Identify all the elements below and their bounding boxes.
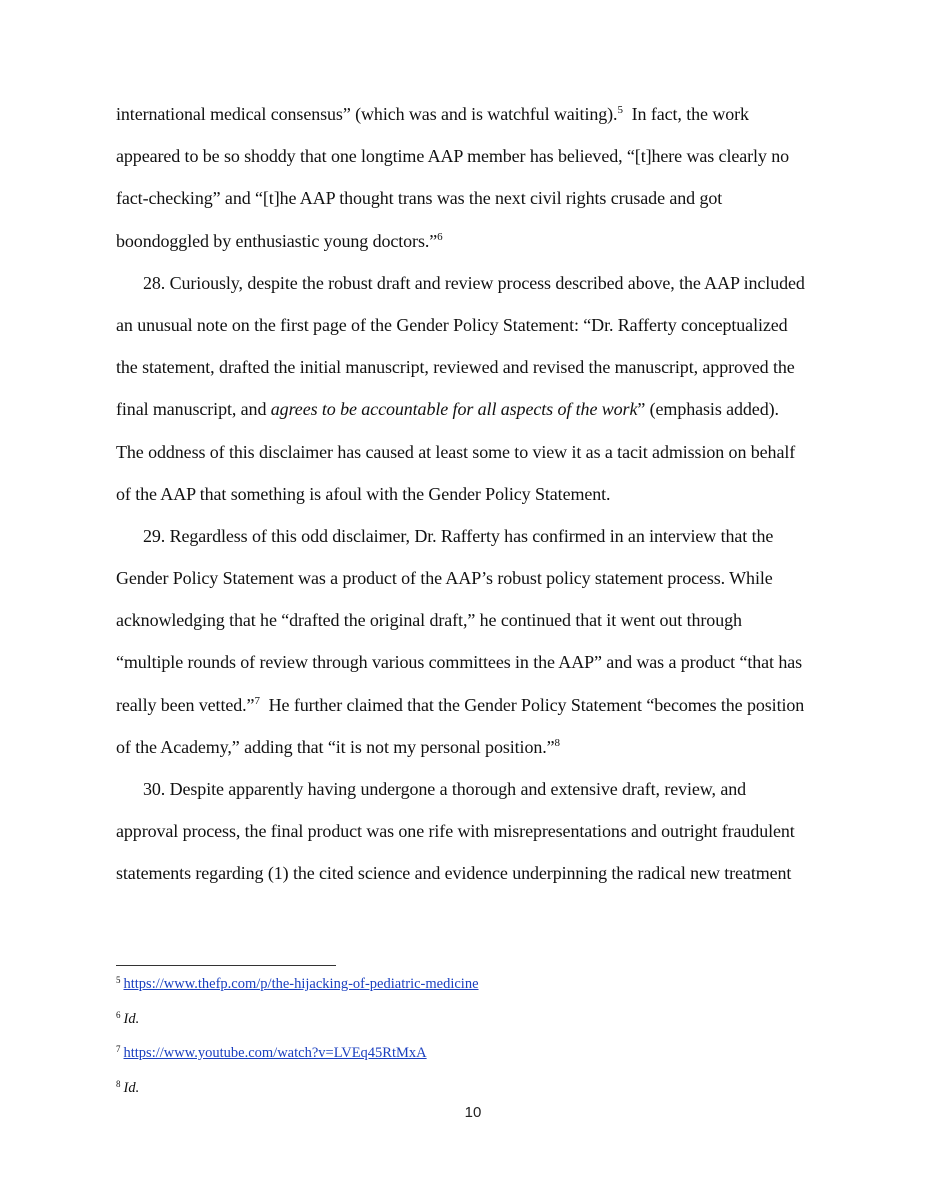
text-line — [116, 646, 832, 688]
footnote-number: 5 — [116, 975, 121, 985]
text-line — [116, 182, 832, 224]
line-text: of the AAP that something is afoul with the Gender Policy Statement. — [116, 483, 611, 504]
text-line — [116, 351, 832, 393]
footnote-ref-8[interactable]: 8 — [554, 736, 560, 749]
footnote-separator — [116, 965, 336, 966]
text-line — [116, 604, 832, 646]
footnote-link[interactable]: https://www.youtube.com/watch?v=LVEq45RtMxA — [123, 1045, 427, 1061]
text-line — [116, 309, 832, 351]
body-text — [116, 98, 832, 900]
footnotes — [116, 972, 479, 1110]
footnote-text: Id. — [123, 1079, 140, 1096]
footnote-number: 6 — [116, 1009, 121, 1020]
text-line — [116, 225, 832, 267]
line-text: really been vetted.” — [116, 694, 255, 715]
text-line — [116, 562, 832, 604]
footnote-ref-7[interactable]: 7 — [254, 694, 260, 707]
text-line — [116, 436, 832, 478]
line-text: Gender Policy Statement was a product of the AAP’s robust policy statement process. While — [116, 568, 773, 589]
text-line — [116, 393, 832, 435]
footnote-number: 8 — [116, 1078, 121, 1089]
line-text: appeared to be so shoddy that one longtime AAP member has believed, “[t]here was clearly no — [116, 146, 790, 167]
footnote-6 — [116, 1007, 479, 1042]
paragraph-30-start — [116, 773, 832, 815]
line-text: In fact, the work — [622, 104, 749, 124]
line-text: the statement, drafted the initial manuscript, reviewed and revised the manuscript, approved the — [116, 357, 795, 378]
line-text: statements regarding (1) the cited science and evidence underpinning the radical new treatment — [116, 863, 792, 884]
text-line — [116, 140, 832, 182]
emphasized-text: agrees to be accountable for all aspects of the work — [270, 399, 638, 420]
line-text: fact-checking” and “[t]he AAP thought trans was the next civil rights crusade and got — [116, 188, 723, 209]
line-text: final manuscript, and — [116, 399, 271, 420]
line-text: 29. Regardless of this odd disclaimer, Dr. Rafferty has confirmed in an interview that the — [143, 525, 774, 546]
footnote-text: Id. — [123, 1010, 140, 1027]
line-text: The oddness of this disclaimer has caused at least some to view it as a tacit admission on behalf — [116, 441, 796, 462]
text-line — [116, 689, 832, 731]
text-line — [116, 98, 832, 140]
footnote-5 — [116, 972, 479, 1007]
text-line — [116, 857, 832, 899]
text-line — [116, 731, 832, 773]
text-line — [116, 815, 832, 857]
paragraph-29-start — [116, 520, 832, 562]
footnote-number: 7 — [116, 1044, 121, 1054]
line-text: international medical consensus” (which was and is watchful waiting). — [116, 104, 618, 124]
footnote-ref-5[interactable]: 5 — [617, 104, 623, 116]
footnote-7 — [116, 1041, 479, 1076]
page-number: 10 — [464, 1104, 482, 1121]
line-text: approval process, the final product was one rife with misrepresentations and outright fraudulent — [116, 821, 795, 842]
line-text: of the Academy,” adding that “it is not my personal position.” — [116, 736, 555, 757]
line-text: 30. Despite apparently having undergone a thorough and extensive draft, review, and — [143, 779, 747, 799]
line-text: 28. Curiously, despite the robust draft and review process described above, the AAP included — [143, 272, 805, 293]
text-line — [116, 478, 832, 520]
paragraph-28-start — [116, 267, 832, 309]
line-text: “multiple rounds of review through various committees in the AAP” and was a product “that has — [116, 652, 803, 673]
line-text: boondoggled by enthusiastic young doctors.” — [116, 230, 438, 251]
line-text: He further claimed that the Gender Policy Statement “becomes the position — [259, 694, 805, 715]
footnote-link[interactable]: https://www.thefp.com/p/the-hijacking-of-pediatric-medicine — [123, 976, 479, 992]
line-text: acknowledging that he “drafted the original draft,” he continued that it went out through — [116, 610, 742, 631]
footnote-ref-6[interactable]: 6 — [437, 230, 443, 243]
line-text: ” (emphasis added). — [637, 399, 779, 420]
line-text: an unusual note on the first page of the Gender Policy Statement: “Dr. Rafferty conceptualized — [116, 314, 788, 335]
